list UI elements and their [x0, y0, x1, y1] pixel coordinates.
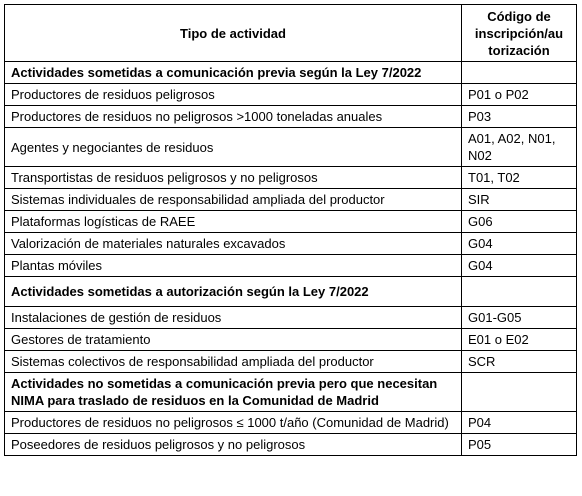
section-header-row — [5, 277, 577, 307]
activity-cell: Productores de residuos peligrosos — [5, 84, 462, 106]
activity-cell: Transportistas de residuos peligrosos y no peligrosos — [5, 167, 462, 189]
table-row — [5, 412, 577, 434]
table-row — [5, 211, 577, 233]
section-code-empty — [462, 373, 577, 412]
section-header-row — [5, 373, 577, 412]
table-row — [5, 167, 577, 189]
section-title: Actividades no sometidas a comunicación previa pero que necesitan NIMA para traslado de residuos en la Comunidad de Madrid — [5, 373, 462, 412]
activity-cell: Plataformas logísticas de RAEE — [5, 211, 462, 233]
section-title: Actividades sometidas a autorización según la Ley 7/2022 — [5, 277, 462, 307]
table-row — [5, 255, 577, 277]
code-cell: P04 — [462, 412, 577, 434]
code-cell: P05 — [462, 434, 577, 456]
header-code: Código de inscripción/au torización — [462, 5, 577, 62]
table-row — [5, 128, 577, 167]
activity-cell: Instalaciones de gestión de residuos — [5, 307, 462, 329]
code-cell: E01 o E02 — [462, 329, 577, 351]
table-row — [5, 84, 577, 106]
table-row — [5, 106, 577, 128]
code-cell: T01, T02 — [462, 167, 577, 189]
code-cell: P03 — [462, 106, 577, 128]
table-row — [5, 307, 577, 329]
activity-cell: Productores de residuos no peligrosos ≤ 1000 t/año (Comunidad de Madrid) — [5, 412, 462, 434]
code-cell: P01 o P02 — [462, 84, 577, 106]
table-row — [5, 329, 577, 351]
code-cell: G01-G05 — [462, 307, 577, 329]
code-cell: G06 — [462, 211, 577, 233]
table-row — [5, 434, 577, 456]
table-row — [5, 189, 577, 211]
section-title: Actividades sometidas a comunicación previa según la Ley 7/2022 — [5, 62, 462, 84]
section-code-empty — [462, 277, 577, 307]
code-cell: G04 — [462, 233, 577, 255]
activities-table — [4, 4, 577, 456]
section-code-empty — [462, 62, 577, 84]
activity-cell: Plantas móviles — [5, 255, 462, 277]
section-header-row — [5, 62, 577, 84]
table-header-row — [5, 5, 577, 62]
code-cell: SIR — [462, 189, 577, 211]
table-row — [5, 351, 577, 373]
activity-cell: Agentes y negociantes de residuos — [5, 128, 462, 167]
code-cell: SCR — [462, 351, 577, 373]
code-cell: A01, A02, N01, N02 — [462, 128, 577, 167]
activity-cell: Sistemas colectivos de responsabilidad ampliada del productor — [5, 351, 462, 373]
activity-cell: Poseedores de residuos peligrosos y no peligrosos — [5, 434, 462, 456]
activity-cell: Gestores de tratamiento — [5, 329, 462, 351]
activity-cell: Productores de residuos no peligrosos >1000 toneladas anuales — [5, 106, 462, 128]
activity-cell: Sistemas individuales de responsabilidad ampliada del productor — [5, 189, 462, 211]
header-activity-type: Tipo de actividad — [5, 5, 462, 62]
table-row — [5, 233, 577, 255]
activity-cell: Valorización de materiales naturales excavados — [5, 233, 462, 255]
code-cell: G04 — [462, 255, 577, 277]
